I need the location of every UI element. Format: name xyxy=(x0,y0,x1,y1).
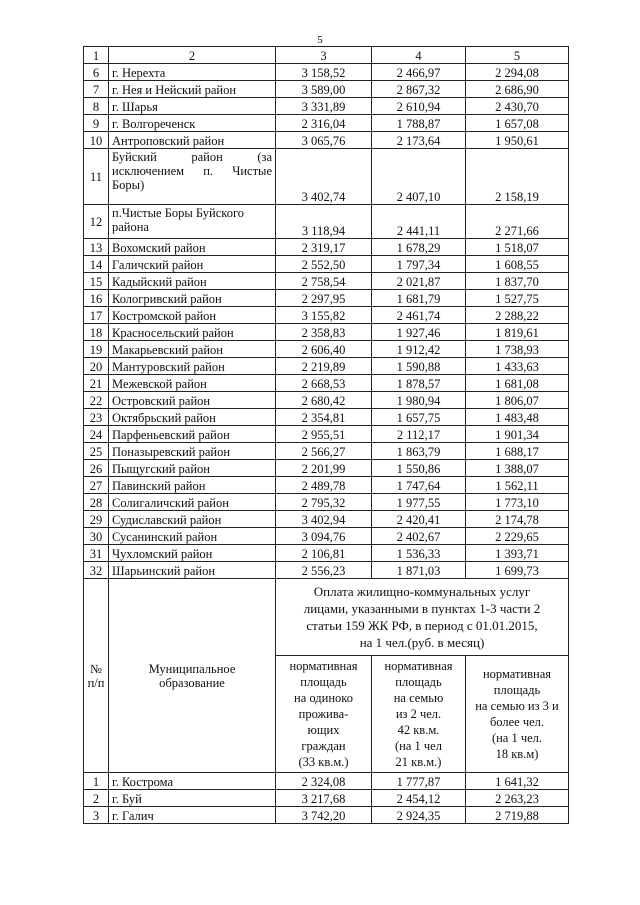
row-number: 32 xyxy=(84,562,109,579)
value-family-3: 2 158,19 xyxy=(466,149,569,205)
municipality-name: г. Волгореченск xyxy=(109,115,276,132)
value-single: 2 758,54 xyxy=(276,273,372,290)
header-title-row xyxy=(84,579,569,656)
cell-line: нормативная xyxy=(289,659,358,673)
table-row xyxy=(84,132,569,149)
table-row xyxy=(84,511,569,528)
row-number: 13 xyxy=(84,239,109,256)
table-row xyxy=(84,443,569,460)
municipality-name: Пыщугский район xyxy=(109,460,276,477)
value-family-3: 1 699,73 xyxy=(466,562,569,579)
table-row xyxy=(84,562,569,579)
value-family-2: 2 610,94 xyxy=(372,98,466,115)
row-number: 29 xyxy=(84,511,109,528)
value-single: 3 217,68 xyxy=(276,790,372,807)
value-family-3: 1 562,11 xyxy=(466,477,569,494)
cell-line: нормативная xyxy=(482,667,552,681)
municipality-name: Октябрьский район xyxy=(109,409,276,426)
municipality-name: Антроповский район xyxy=(109,132,276,149)
value-family-2: 2 173,64 xyxy=(372,132,466,149)
cell-line: прожива- xyxy=(298,707,349,721)
value-family-3: 1 837,70 xyxy=(466,273,569,290)
municipality-name xyxy=(109,149,276,205)
value-family-2: 2 461,74 xyxy=(372,307,466,324)
name-line: п.Чистые Боры Буйского xyxy=(112,206,245,220)
municipality-name: Кадыйский район xyxy=(109,273,276,290)
municipality-name: Мантуровский район xyxy=(109,358,276,375)
table-row xyxy=(84,494,569,511)
value-family-3: 2 430,70 xyxy=(466,98,569,115)
table-row xyxy=(84,115,569,132)
value-single: 3 065,76 xyxy=(276,132,372,149)
cell-line: (33 кв.м.) xyxy=(298,755,349,769)
col3-header xyxy=(276,656,372,773)
col5-header xyxy=(466,656,569,773)
cell-line: Оплата жилищно-коммунальных услуг xyxy=(313,584,531,599)
value-family-3: 1 773,10 xyxy=(466,494,569,511)
row-number: 17 xyxy=(84,307,109,324)
name-line: района xyxy=(112,220,149,234)
cell-line: лицами, указанными в пунктах 1-3 части 2 xyxy=(303,601,541,616)
municipality-name: Поназыревский район xyxy=(109,443,276,460)
municipality-name: Судиславский район xyxy=(109,511,276,528)
value-family-2: 1 657,75 xyxy=(372,409,466,426)
municipality-name: г. Нея и Нейский район xyxy=(109,81,276,98)
cell-line: (на 1 чел. xyxy=(491,731,543,745)
value-family-2: 1 863,79 xyxy=(372,443,466,460)
table-row xyxy=(84,98,569,115)
value-single: 3 402,74 xyxy=(276,149,372,205)
payment-title xyxy=(276,579,569,656)
table-row xyxy=(84,358,569,375)
value-family-2: 1 777,87 xyxy=(372,773,466,790)
value-single: 2 955,51 xyxy=(276,426,372,443)
table-row xyxy=(84,149,569,205)
value-family-3: 1 819,61 xyxy=(466,324,569,341)
table-row xyxy=(84,409,569,426)
cell-line: на семью из 3 и xyxy=(475,699,559,713)
value-family-2: 1 980,94 xyxy=(372,392,466,409)
row-number: 31 xyxy=(84,545,109,562)
value-family-3: 1 641,32 xyxy=(466,773,569,790)
table-row xyxy=(84,375,569,392)
municipality-name: Солигаличский район xyxy=(109,494,276,511)
row-number: 18 xyxy=(84,324,109,341)
row-number: 26 xyxy=(84,460,109,477)
value-family-3: 1 806,07 xyxy=(466,392,569,409)
value-family-2: 1 678,29 xyxy=(372,239,466,256)
value-family-3: 1 681,08 xyxy=(466,375,569,392)
cell-line: граждан xyxy=(301,739,346,753)
page-number: 5 xyxy=(317,34,323,46)
municipality-name: Макарьевский район xyxy=(109,341,276,358)
row-number: 2 xyxy=(84,790,109,807)
value-family-2: 2 924,35 xyxy=(372,807,466,824)
row-number: 20 xyxy=(84,358,109,375)
value-single: 2 795,32 xyxy=(276,494,372,511)
value-single: 2 219,89 xyxy=(276,358,372,375)
value-family-3: 1 608,55 xyxy=(466,256,569,273)
value-single: 2 358,83 xyxy=(276,324,372,341)
value-family-2: 2 441,11 xyxy=(372,205,466,239)
municipality-name: г. Буй xyxy=(109,790,276,807)
value-family-2: 2 867,32 xyxy=(372,81,466,98)
value-single: 3 118,94 xyxy=(276,205,372,239)
table-row xyxy=(84,528,569,545)
table-row xyxy=(84,290,569,307)
table-row xyxy=(84,307,569,324)
row-number: 21 xyxy=(84,375,109,392)
row-number: 9 xyxy=(84,115,109,132)
value-single: 2 316,04 xyxy=(276,115,372,132)
municipality-name: Островский район xyxy=(109,392,276,409)
row-number: 27 xyxy=(84,477,109,494)
value-family-2: 1 747,64 xyxy=(372,477,466,494)
value-single: 2 489,78 xyxy=(276,477,372,494)
cell-line: 42 кв.м. xyxy=(397,723,440,737)
table-row xyxy=(84,773,569,790)
value-single: 2 354,81 xyxy=(276,409,372,426)
value-family-3: 1 393,71 xyxy=(466,545,569,562)
cell-line: на 1 чел.(руб. в месяц) xyxy=(359,635,485,650)
value-family-2: 1 871,03 xyxy=(372,562,466,579)
value-single: 2 668,53 xyxy=(276,375,372,392)
table-row xyxy=(84,81,569,98)
value-family-3: 1 433,63 xyxy=(466,358,569,375)
data-table xyxy=(83,46,569,824)
municipality-name: Красносельский район xyxy=(109,324,276,341)
cell-line: нормативная xyxy=(384,659,453,673)
value-family-3: 2 263,23 xyxy=(466,790,569,807)
row-number: 1 xyxy=(84,773,109,790)
municipality-name: г. Нерехта xyxy=(109,64,276,81)
table-row xyxy=(84,324,569,341)
name-line: исключением п. Чистые xyxy=(112,164,272,178)
col-number-cell: 5 xyxy=(466,47,569,64)
value-single: 2 606,40 xyxy=(276,341,372,358)
cell-line: площадь xyxy=(493,683,541,697)
row-number: 19 xyxy=(84,341,109,358)
table-row xyxy=(84,273,569,290)
value-single: 2 556,23 xyxy=(276,562,372,579)
municipality-name: Межевской район xyxy=(109,375,276,392)
cell-line: ющих xyxy=(307,723,340,737)
row-number: 14 xyxy=(84,256,109,273)
table-row xyxy=(84,460,569,477)
value-single: 3 742,20 xyxy=(276,807,372,824)
cell-line: (на 1 чел xyxy=(395,739,442,753)
value-family-3: 1 950,61 xyxy=(466,132,569,149)
col-number-cell: 3 xyxy=(276,47,372,64)
municipality-name: г. Шарья xyxy=(109,98,276,115)
municipality-name: Костромской район xyxy=(109,307,276,324)
value-family-2: 2 454,12 xyxy=(372,790,466,807)
col4-header xyxy=(372,656,466,773)
value-family-3: 2 294,08 xyxy=(466,64,569,81)
header-line: образование xyxy=(159,675,225,690)
value-family-2: 1 550,86 xyxy=(372,460,466,477)
value-single: 2 319,17 xyxy=(276,239,372,256)
value-family-2: 1 536,33 xyxy=(372,545,466,562)
table-row xyxy=(84,256,569,273)
municipality-name: Чухломский район xyxy=(109,545,276,562)
row-number: 3 xyxy=(84,807,109,824)
col-number-cell: 4 xyxy=(372,47,466,64)
value-family-3: 1 483,48 xyxy=(466,409,569,426)
value-family-2: 2 407,10 xyxy=(372,149,466,205)
cell-line: площадь xyxy=(300,675,347,689)
municipality-name: г. Кострома xyxy=(109,773,276,790)
row-number: 15 xyxy=(84,273,109,290)
value-family-2: 1 681,79 xyxy=(372,290,466,307)
cell-line: 18 кв.м) xyxy=(495,747,539,761)
value-family-3: 1 657,08 xyxy=(466,115,569,132)
row-number: 6 xyxy=(84,64,109,81)
header-line: № xyxy=(90,661,102,676)
value-family-3: 1 688,17 xyxy=(466,443,569,460)
value-family-2: 1 590,88 xyxy=(372,358,466,375)
cell-line: на семью xyxy=(393,691,444,705)
table-row xyxy=(84,426,569,443)
col-number-cell: 1 xyxy=(84,47,109,64)
value-family-3: 2 271,66 xyxy=(466,205,569,239)
value-single: 2 680,42 xyxy=(276,392,372,409)
value-family-2: 1 878,57 xyxy=(372,375,466,392)
municipality-name xyxy=(109,205,276,239)
value-family-3: 2 288,22 xyxy=(466,307,569,324)
column-number-row xyxy=(84,47,569,64)
row-number: 24 xyxy=(84,426,109,443)
value-single: 2 324,08 xyxy=(276,773,372,790)
value-family-2: 2 402,67 xyxy=(372,528,466,545)
table-row xyxy=(84,341,569,358)
value-family-3: 2 174,78 xyxy=(466,511,569,528)
value-single: 3 094,76 xyxy=(276,528,372,545)
value-family-3: 1 738,93 xyxy=(466,341,569,358)
header-line: Муниципальное xyxy=(148,661,236,676)
value-single: 2 201,99 xyxy=(276,460,372,477)
value-family-2: 1 912,42 xyxy=(372,341,466,358)
table-row xyxy=(84,239,569,256)
row-number: 11 xyxy=(84,149,109,205)
value-family-3: 2 686,90 xyxy=(466,81,569,98)
cell-line: 21 кв.м.) xyxy=(395,755,442,769)
row-number: 22 xyxy=(84,392,109,409)
table-row xyxy=(84,205,569,239)
value-single: 3 589,00 xyxy=(276,81,372,98)
value-family-3: 1 518,07 xyxy=(466,239,569,256)
row-number: 16 xyxy=(84,290,109,307)
table-row xyxy=(84,64,569,81)
table-row xyxy=(84,545,569,562)
col-number-cell: 2 xyxy=(109,47,276,64)
municipality-header xyxy=(109,579,276,773)
value-family-2: 2 112,17 xyxy=(372,426,466,443)
value-family-2: 2 466,97 xyxy=(372,64,466,81)
municipality-name: Кологривский район xyxy=(109,290,276,307)
table-row xyxy=(84,477,569,494)
value-family-2: 1 927,46 xyxy=(372,324,466,341)
table-row xyxy=(84,790,569,807)
value-family-3: 1 388,07 xyxy=(466,460,569,477)
value-family-2: 2 420,41 xyxy=(372,511,466,528)
num-header xyxy=(84,579,109,773)
value-family-2: 1 797,34 xyxy=(372,256,466,273)
table-row xyxy=(84,807,569,824)
cell-line: из 2 чел. xyxy=(395,707,442,721)
row-number: 10 xyxy=(84,132,109,149)
value-family-3: 2 719,88 xyxy=(466,807,569,824)
municipality-name: Сусанинский район xyxy=(109,528,276,545)
row-number: 23 xyxy=(84,409,109,426)
row-number: 30 xyxy=(84,528,109,545)
row-number: 12 xyxy=(84,205,109,239)
row-number: 28 xyxy=(84,494,109,511)
municipality-name: Шарьинский район xyxy=(109,562,276,579)
value-single: 3 158,52 xyxy=(276,64,372,81)
value-single: 2 566,27 xyxy=(276,443,372,460)
municipality-name: Павинский район xyxy=(109,477,276,494)
value-single: 2 552,50 xyxy=(276,256,372,273)
value-family-2: 1 977,55 xyxy=(372,494,466,511)
value-family-2: 1 788,87 xyxy=(372,115,466,132)
header-line: п/п xyxy=(87,675,105,690)
value-single: 2 106,81 xyxy=(276,545,372,562)
cell-line: статьи 159 ЖК РФ, в период с 01.01.2015, xyxy=(306,618,538,633)
name-line: Буйский район (за xyxy=(112,150,272,164)
value-family-3: 1 527,75 xyxy=(466,290,569,307)
value-family-2: 2 021,87 xyxy=(372,273,466,290)
value-single: 2 297,95 xyxy=(276,290,372,307)
name-line: Боры) xyxy=(112,178,145,192)
cell-line: более чел. xyxy=(489,715,545,729)
value-single: 3 402,94 xyxy=(276,511,372,528)
value-family-3: 1 901,34 xyxy=(466,426,569,443)
value-single: 3 331,89 xyxy=(276,98,372,115)
row-number: 7 xyxy=(84,81,109,98)
value-single: 3 155,82 xyxy=(276,307,372,324)
cell-line: на одиноко xyxy=(294,691,353,705)
table-row xyxy=(84,392,569,409)
value-family-3: 2 229,65 xyxy=(466,528,569,545)
municipality-name: Галичский район xyxy=(109,256,276,273)
row-number: 8 xyxy=(84,98,109,115)
cell-line: площадь xyxy=(395,675,442,689)
row-number: 25 xyxy=(84,443,109,460)
municipality-name: Вохомский район xyxy=(109,239,276,256)
municipality-name: г. Галич xyxy=(109,807,276,824)
municipality-name: Парфеньевский район xyxy=(109,426,276,443)
